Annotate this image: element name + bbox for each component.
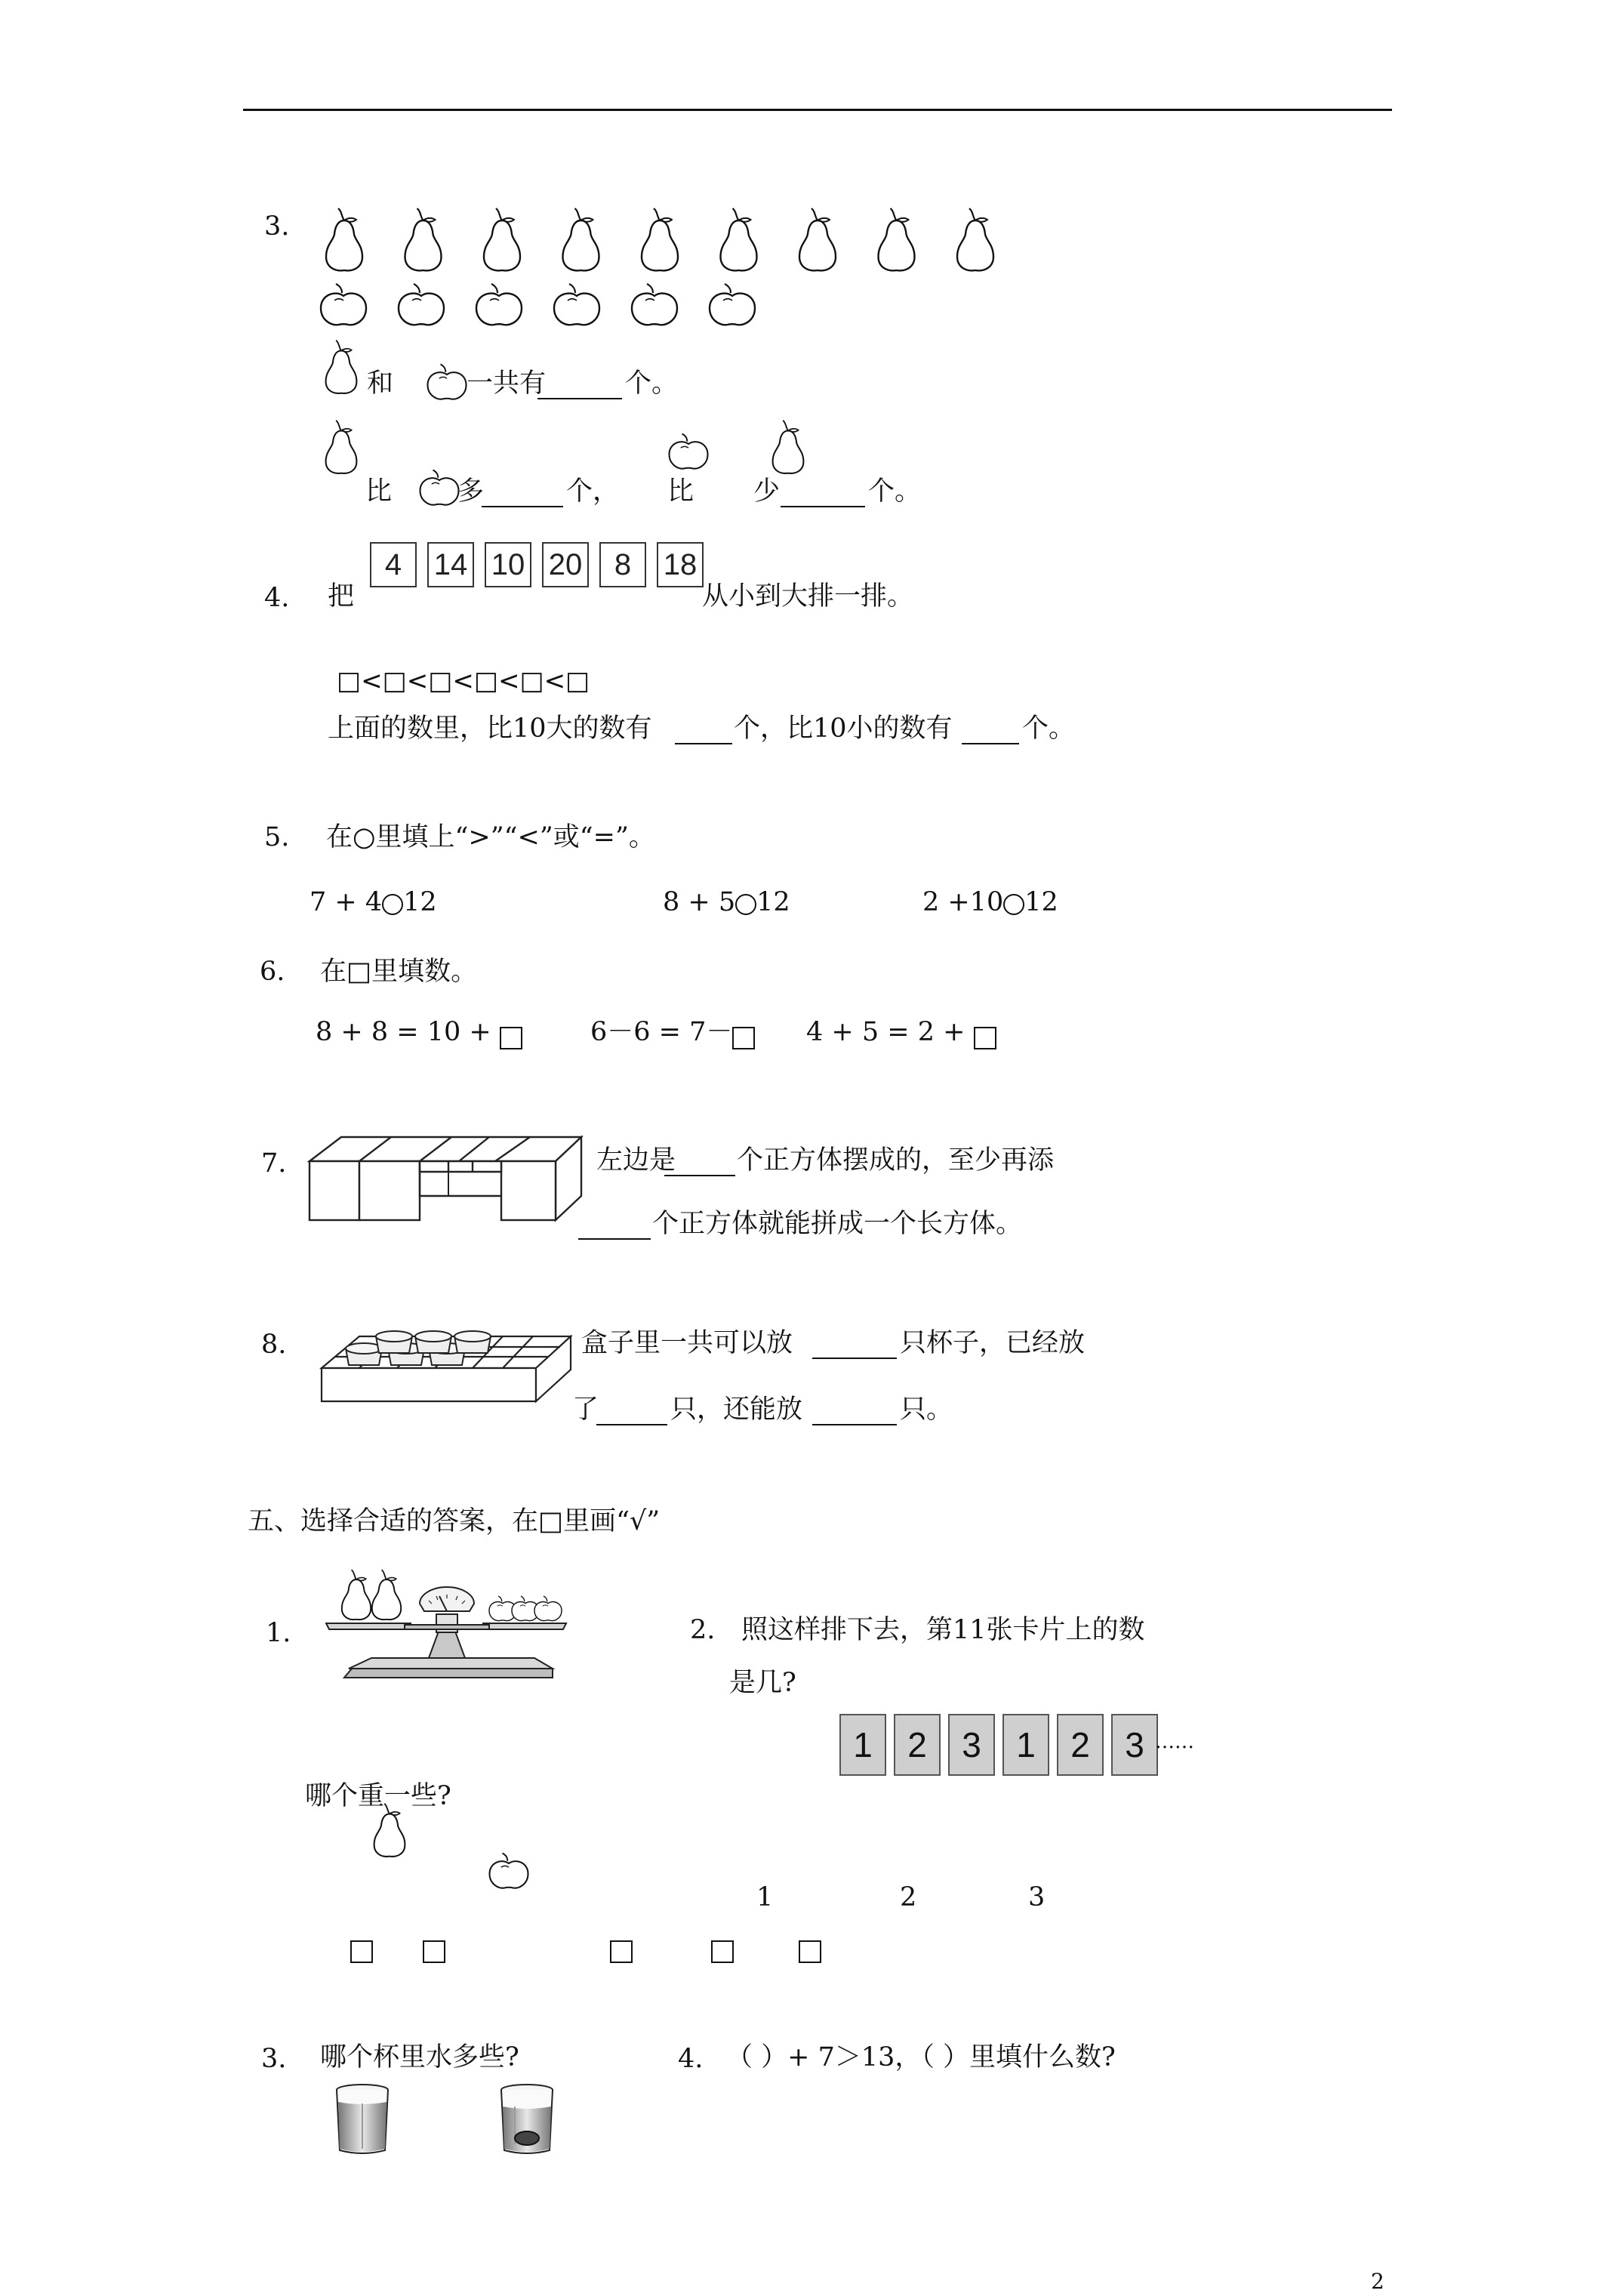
number-card: 20 — [542, 542, 589, 587]
q6-number: 6. — [260, 957, 285, 987]
s5-q2-question-line1: 照这样排下去，第11张卡片上的数 — [741, 1615, 1145, 1645]
q6-item-text: 4 + 5 = 2 + — [806, 1017, 965, 1047]
q8-line1-a: 盒子里一共可以放 — [581, 1328, 793, 1358]
s5-q2-option-label: 1 — [756, 1882, 774, 1912]
apple-icon — [554, 284, 599, 325]
apple-icon — [710, 284, 755, 325]
number-card: 3 — [1111, 1714, 1158, 1776]
q6-item-3 — [806, 1019, 996, 1049]
pear-icon — [341, 450, 342, 451]
q4-line2-c: 个。 — [1022, 713, 1076, 744]
q8-line2-b: 只，还能放 — [670, 1395, 803, 1425]
q4-suffix: 从小到大排一排。 — [702, 581, 914, 612]
q5-number: 5. — [264, 822, 290, 852]
q3-and-label: 和 — [367, 368, 394, 399]
q4-prefix: 把 — [328, 581, 355, 612]
s5-q4-number: 4. — [678, 2044, 704, 2074]
q3-total-unit: 个。 — [625, 368, 679, 399]
q4-greater-blank[interactable] — [675, 719, 732, 744]
q3-compare-b-bi: 比 — [667, 476, 694, 507]
q7-line1-b: 个正方体摆成的，至少再添 — [737, 1145, 1055, 1176]
s5-q1-option-box[interactable] — [350, 1940, 373, 1963]
answer-box[interactable] — [500, 1027, 522, 1049]
answer-box[interactable] — [974, 1027, 996, 1049]
apple-icon — [439, 489, 440, 490]
answer-box[interactable] — [732, 1027, 755, 1049]
q3-compare-b-shao: 少 — [753, 476, 781, 507]
q5-item-3 — [922, 889, 1058, 916]
apple-icon — [632, 284, 677, 325]
q3-total-blank[interactable] — [537, 374, 622, 399]
q7-number: 7. — [261, 1148, 287, 1179]
s5-q3-question: 哪个杯里水多些? — [320, 2042, 519, 2073]
q8-line1-b: 只杯子，已经放 — [900, 1328, 1086, 1358]
s5-q2-number: 2. — [690, 1615, 716, 1645]
q5-item-left: 7 + 4 — [310, 887, 383, 917]
apple-icon — [688, 453, 689, 454]
section5-heading: 五、选择合适的答案，在□里画“√” — [248, 1506, 661, 1536]
q8-line2-c: 只。 — [900, 1395, 953, 1425]
number-card: 1 — [1002, 1714, 1049, 1776]
q4-card-row — [370, 542, 704, 587]
number-card: 4 — [370, 542, 417, 587]
compare-circle[interactable] — [382, 894, 403, 915]
number-card: 2 — [894, 1714, 941, 1776]
q3-compare-b-unit: 个。 — [868, 476, 922, 507]
q3-more-blank[interactable] — [482, 482, 563, 507]
q5-item-left: 8 + 5 — [663, 887, 736, 917]
q8-line2-a: 了 — [572, 1395, 599, 1425]
q4-line2-a: 上面的数里，比10大的数有 — [328, 713, 652, 744]
pear-icon — [788, 450, 789, 451]
water-cup-icon — [334, 2084, 391, 2156]
apple-icon — [321, 284, 366, 325]
q5-item-2 — [663, 889, 790, 916]
q7-line1-a: 左边是 — [596, 1145, 676, 1176]
q3-compare-a-unit: 个， — [566, 476, 620, 507]
q6-item-text: 6－6 = 7－ — [590, 1017, 733, 1047]
page-number: 2 — [1371, 2269, 1384, 2294]
compare-circle[interactable] — [735, 894, 756, 915]
s5-q2-option-box[interactable] — [799, 1940, 821, 1963]
number-card: 14 — [427, 542, 474, 587]
q6-item-2 — [590, 1019, 755, 1049]
pear-icon — [341, 370, 342, 371]
s5-q1-number: 1. — [266, 1618, 291, 1648]
q4-number: 4. — [264, 583, 290, 613]
q4-sequence: □<□<□<□<□<□ — [337, 666, 590, 696]
q3-number: 3. — [264, 211, 290, 242]
s5-q2-option-box[interactable] — [711, 1940, 734, 1963]
cup-icon — [376, 1331, 412, 1353]
q8-number: 8. — [261, 1330, 287, 1360]
cup-icon — [454, 1331, 491, 1353]
q4-less-blank[interactable] — [962, 719, 1019, 744]
cup-icon — [415, 1331, 451, 1353]
q3-less-blank[interactable] — [781, 482, 865, 507]
s5-q4-question: （ ）+ 7＞13，（ ）里填什么数? — [726, 2042, 1116, 2073]
q5-item-right: 12 — [756, 887, 790, 917]
apple-icon — [476, 284, 522, 325]
s5-q1-question: 哪个重一些? — [305, 1781, 451, 1811]
number-card: 10 — [485, 542, 531, 587]
cube-arrangement-figure — [310, 1136, 581, 1220]
q6-item-1 — [316, 1019, 522, 1049]
cup-box-figure — [322, 1323, 578, 1407]
s5-q3-number: 3. — [261, 2044, 287, 2074]
q6-item-text: 8 + 8 = 10 + — [316, 1017, 491, 1047]
s5-q2-option-label: 3 — [1028, 1882, 1046, 1912]
s5-q2-card-row — [839, 1714, 1158, 1776]
q5-item-1 — [310, 889, 437, 916]
number-card: 3 — [948, 1714, 995, 1776]
q7-line2: 个正方体就能拼成一个长方体。 — [652, 1209, 1023, 1239]
q3-total-label: 一共有 — [467, 368, 547, 399]
balance-scale-figure — [326, 1564, 568, 1685]
q7-add-blank[interactable] — [578, 1214, 651, 1240]
s5-q2-option-box[interactable] — [610, 1940, 633, 1963]
apple-icon — [399, 284, 444, 325]
number-card: 2 — [1057, 1714, 1104, 1776]
number-card: 1 — [839, 1714, 886, 1776]
s5-q1-option-box[interactable] — [423, 1940, 445, 1963]
q5-item-right: 12 — [403, 887, 437, 917]
q5-instruction: 在○里填上“>”“<”或“=”。 — [326, 822, 655, 852]
number-card: 18 — [657, 542, 704, 587]
q5-item-left: 2 +10 — [922, 887, 1004, 917]
q8-placed-blank[interactable] — [596, 1400, 667, 1425]
q4-line2-b: 个，比10小的数有 — [734, 713, 953, 744]
q8-remaining-blank[interactable] — [812, 1400, 897, 1425]
q6-instruction: 在□里填数。 — [320, 957, 478, 987]
q7-count-blank[interactable] — [664, 1151, 735, 1176]
s5-q2-ellipsis: …… — [1155, 1730, 1194, 1753]
s5-q2-question-line2: 是几? — [729, 1668, 796, 1698]
water-cup-with-stone-icon — [498, 2084, 556, 2156]
s5-q2-option-label: 2 — [900, 1882, 917, 1912]
q5-item-right: 12 — [1024, 887, 1058, 917]
q3-compare-a-bi: 比 — [365, 476, 393, 507]
q3-compare-a-duo: 多 — [457, 476, 485, 507]
q8-total-blank[interactable] — [812, 1333, 897, 1359]
compare-circle[interactable] — [1003, 894, 1024, 915]
cup-icon — [346, 1343, 382, 1365]
number-card: 8 — [599, 542, 646, 587]
apple-icon — [509, 1872, 510, 1873]
